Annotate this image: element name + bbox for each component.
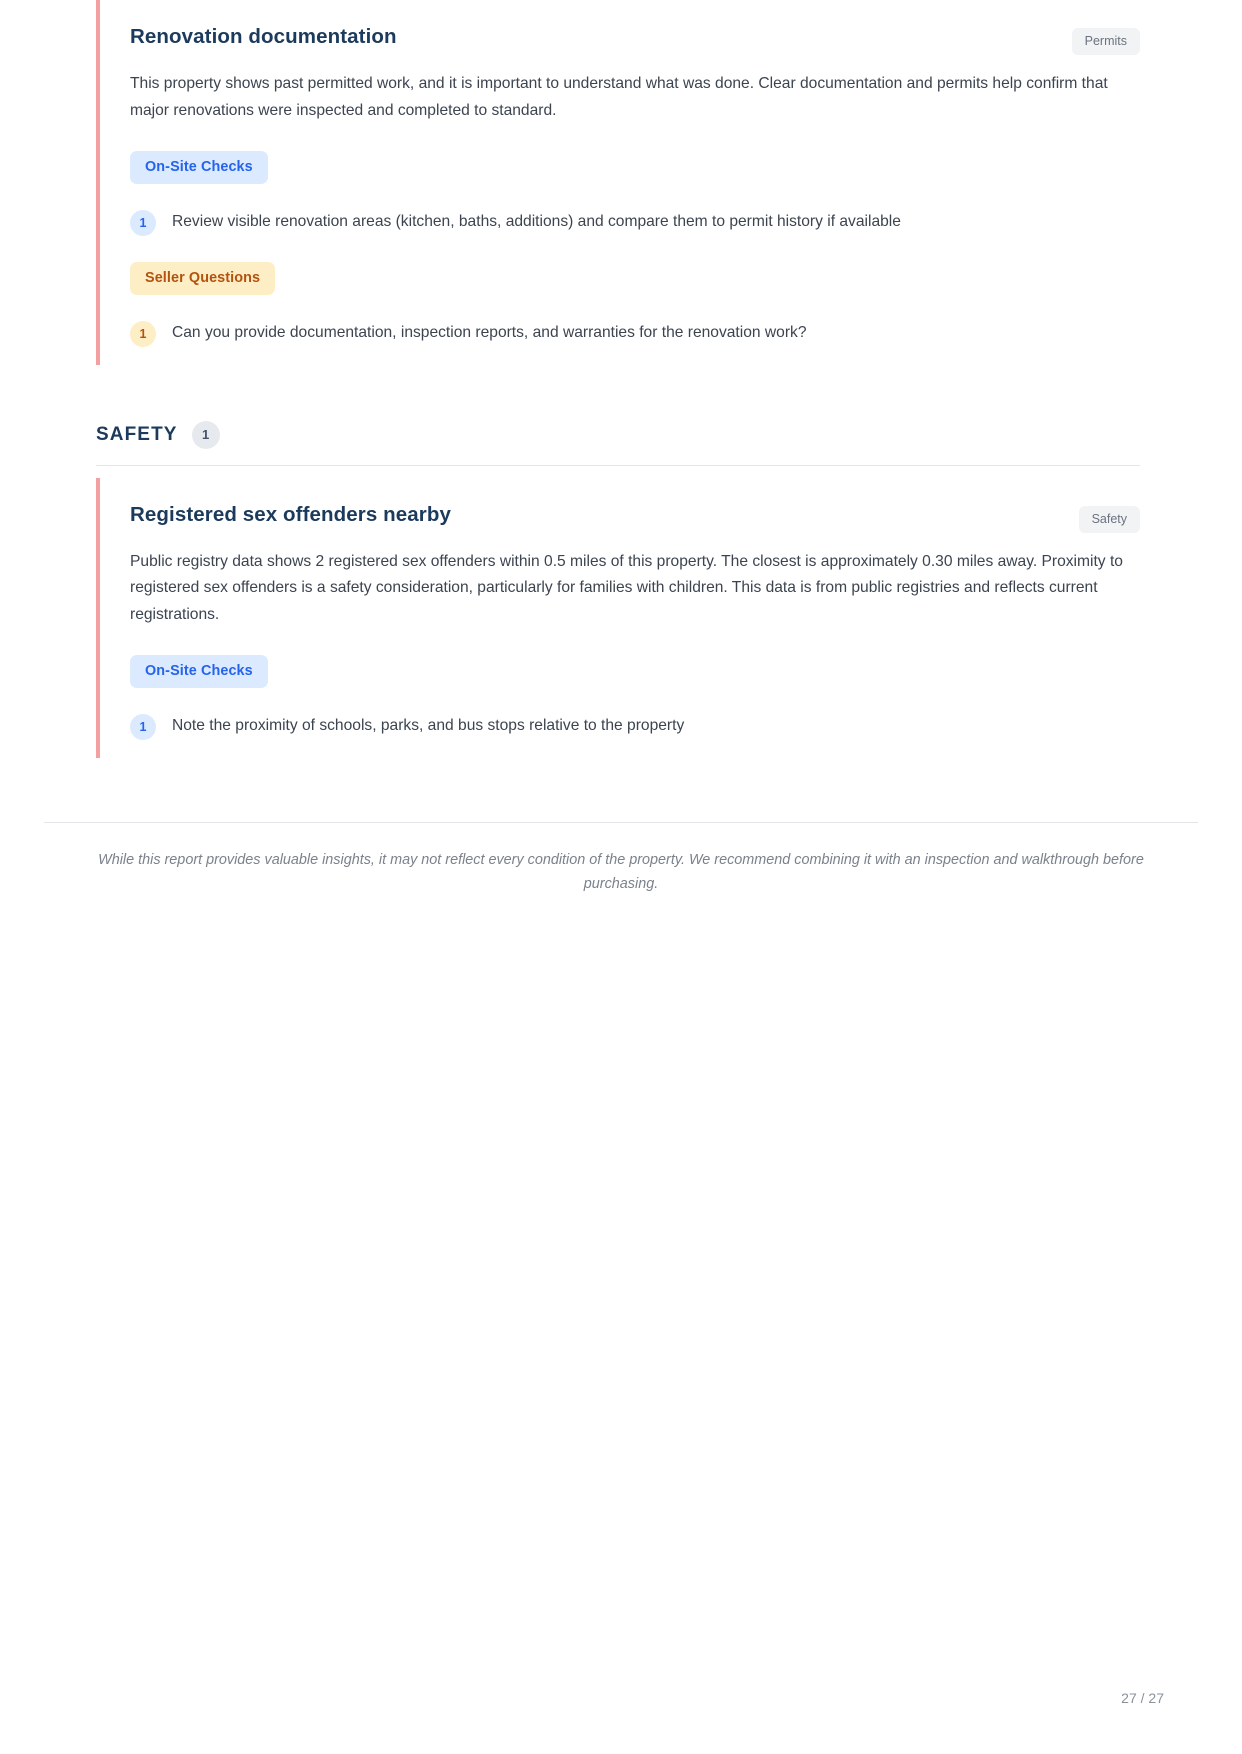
- section-header-safety: [96, 421, 1140, 466]
- spacer: [0, 466, 1242, 478]
- item-text: Note the proximity of schools, parks, and bus stops relative to the property: [172, 717, 685, 735]
- list-item: [130, 319, 1140, 347]
- category-badge: Safety: [1079, 506, 1140, 533]
- card-description: Public registry data shows 2 registered sex offenders within 0.5 miles of this property. The closest is approximately 0.30 miles away. Proximity to registered sex offenders is a safety consideration, particularly for families with children. This data is from public registries and reflects current registrations.: [130, 552, 1123, 624]
- section-count-badge: 1: [192, 421, 220, 449]
- card-title: Registered sex offenders nearby: [130, 502, 451, 526]
- item-text: Can you provide documentation, inspection reports, and warranties for the renovation work?: [172, 323, 807, 341]
- card-title: Renovation documentation: [130, 25, 397, 48]
- insight-card-renovation: [96, 0, 1140, 365]
- item-number-badge: 1: [130, 210, 156, 236]
- list-item: [130, 208, 1140, 236]
- on-site-checks-list: [130, 712, 1140, 740]
- footer-disclaimer: While this report provides valuable insights, it may not reflect every condition of the property. We recommend combining it with an inspection and walkthrough before purchasing.: [98, 852, 1144, 892]
- item-number-badge: 1: [130, 321, 156, 347]
- card-description: This property shows past permitted work, and it is important to understand what was done. Clear documentation and permits help confirm that major renovations were inspected and completed to standard.: [130, 75, 1108, 119]
- on-site-checks-list: [130, 208, 1140, 236]
- on-site-checks-chip: On-Site Checks: [130, 151, 268, 184]
- footer-divider: [44, 822, 1198, 823]
- page-number: 27 / 27: [1121, 1690, 1164, 1706]
- card-header: [130, 482, 1140, 533]
- card-header: [130, 4, 1140, 55]
- item-text: Review visible renovation areas (kitchen, baths, additions) and compare them to permit history if available: [172, 212, 901, 230]
- category-badge: Permits: [1072, 28, 1140, 55]
- item-number-badge: 1: [130, 714, 156, 740]
- on-site-checks-chip: On-Site Checks: [130, 655, 268, 688]
- list-item: [130, 712, 1140, 740]
- insight-card-offenders: [96, 478, 1140, 758]
- seller-questions-list: [130, 319, 1140, 347]
- seller-questions-chip: Seller Questions: [130, 262, 275, 295]
- section-title: SAFETY: [96, 423, 178, 445]
